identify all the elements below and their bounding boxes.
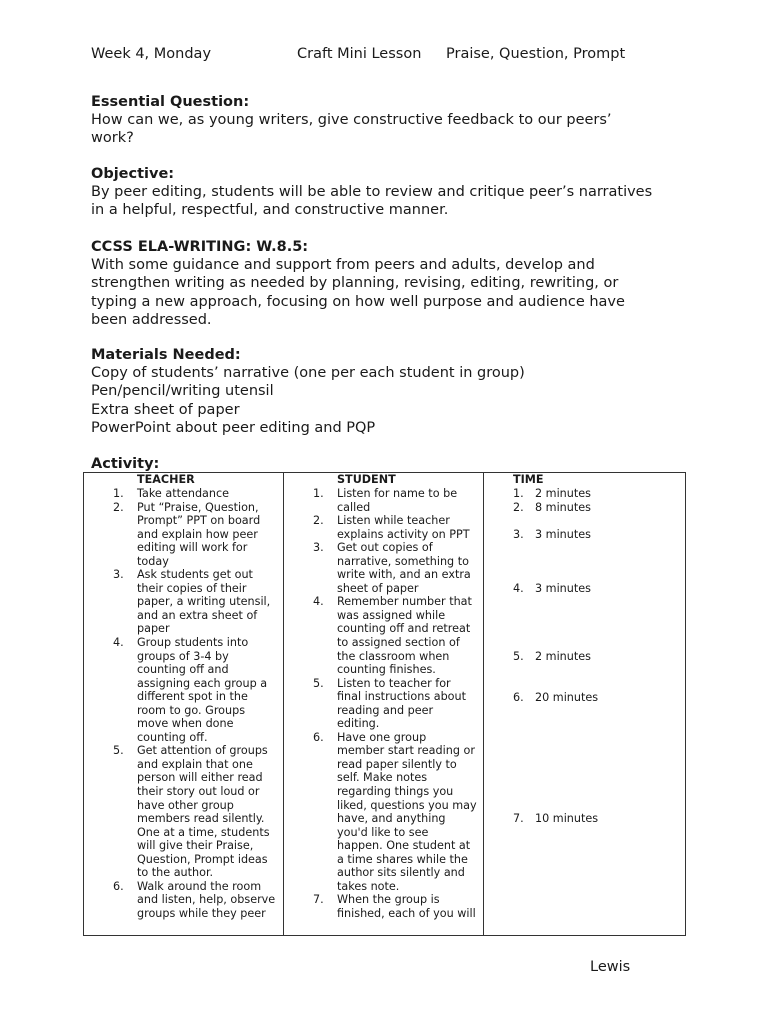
- teacher-step-line: and explain how peer: [137, 527, 258, 541]
- teacher-step-line: will give their Praise,: [137, 839, 254, 853]
- teacher-step-line: editing will work for: [137, 541, 248, 555]
- student-step-line: a time shares while the: [337, 852, 468, 866]
- essential-question-text: How can we, as young writers, give constructive feedback to our peers’ work?: [91, 112, 612, 147]
- student-step-number: 2.: [313, 514, 324, 528]
- student-step-number: 6.: [313, 730, 324, 744]
- student-step-line: finished, each of you will: [337, 906, 476, 920]
- teacher-step-line: counting off and: [137, 663, 229, 677]
- teacher-step: [84, 636, 283, 744]
- teacher-step-number: 5.: [113, 744, 124, 758]
- student-step-number: 3.: [313, 541, 324, 555]
- header-week: Week 4, Monday: [91, 46, 212, 62]
- teacher-step-line: Take attendance: [137, 487, 230, 500]
- time-entry: 1. 2 minutes: [513, 487, 591, 500]
- materials-item: PowerPoint about peer editing and PQP: [91, 419, 376, 436]
- teacher-step-line: Question, Prompt ideas: [137, 852, 268, 866]
- materials-heading: Materials Needed:: [91, 347, 241, 363]
- teacher-step-line: assigning each group a: [137, 676, 268, 690]
- teacher-step-line: counting off.: [137, 730, 208, 744]
- materials-list: [91, 364, 671, 437]
- teacher-step-line: to the author.: [137, 866, 214, 880]
- student-step-line: author sits silently and: [337, 866, 465, 880]
- time-entry: 3. 3 minutes: [513, 528, 591, 541]
- time-entry: 7. 10 minutes: [513, 812, 599, 825]
- student-step-line: editing.: [337, 717, 380, 731]
- student-step-line: liked, questions you may: [337, 798, 477, 812]
- standard-heading: CCSS ELA-WRITING: W.8.5:: [91, 239, 309, 255]
- teacher-step: [84, 568, 283, 636]
- student-step: [284, 514, 483, 541]
- student-step-line: member start reading or: [337, 744, 475, 758]
- teacher-step-line: groups of 3-4 by: [137, 649, 229, 663]
- activity-heading: Activity:: [91, 456, 160, 472]
- essential-question-heading: Essential Question:: [91, 94, 250, 110]
- student-step-line: explains activity on PPT: [337, 527, 470, 541]
- student-step-line: regarding things you: [337, 785, 454, 799]
- activity-section: [91, 455, 671, 473]
- student-step: [284, 595, 483, 676]
- student-step-line: narrative, something to: [337, 554, 469, 568]
- student-step-line: When the group is: [337, 893, 440, 907]
- teacher-step-number: 1.: [113, 487, 124, 500]
- teacher-step-line: their copies of their: [137, 581, 247, 595]
- teacher-step-line: person will either read: [137, 771, 263, 785]
- student-step-line: Get out copies of: [337, 541, 433, 555]
- teacher-step-line: and listen, help, observe: [137, 893, 276, 907]
- teacher-step-number: 6.: [113, 879, 124, 893]
- standard-section: [91, 238, 671, 329]
- student-column: [284, 487, 484, 936]
- teacher-step-line: Ask students get out: [137, 568, 253, 582]
- student-step-line: reading and peer: [337, 703, 434, 717]
- teacher-step-line: different spot in the: [137, 690, 248, 704]
- student-step-line: read paper silently to: [337, 757, 457, 771]
- student-step-line: counting finishes.: [337, 663, 436, 677]
- teacher-column: [84, 487, 284, 936]
- student-step-number: 5.: [313, 676, 324, 690]
- teacher-step-line: move when done: [137, 717, 234, 731]
- student-step-line: Have one group: [337, 730, 427, 744]
- teacher-step-line: Get attention of groups: [137, 744, 268, 758]
- student-step-line: the classroom when: [337, 649, 450, 663]
- standard-text: With some guidance and support from peers and adults, develop and strengthen writing as needed by planning, revising, editing, rewriting, or typing a new approach, focusing on how well purpose and audience have been addressed.: [91, 257, 625, 328]
- teacher-step: [84, 880, 283, 921]
- student-step-line: sheet of paper: [337, 581, 419, 595]
- teacher-step-number: 2.: [113, 500, 124, 514]
- teacher-step-line: have other group: [137, 798, 234, 812]
- teacher-step-line: Group students into: [137, 636, 249, 650]
- objective-heading: Objective:: [91, 166, 175, 182]
- column-header-time: TIME: [484, 473, 686, 488]
- time-entry: 2. 8 minutes: [513, 500, 591, 514]
- teacher-step-number: 4.: [113, 636, 124, 650]
- student-step-line: Listen to teacher for: [337, 676, 451, 690]
- objective-text: By peer editing, students will be able to review and critique peer’s narratives in a helpful, respectful, and constructive manner.: [91, 184, 653, 219]
- teacher-step-line: room to go. Groups: [137, 703, 246, 717]
- teacher-step-line: One at a time, students: [137, 825, 270, 839]
- materials-item: Extra sheet of paper: [91, 401, 240, 418]
- student-step-line: Listen while teacher: [337, 514, 450, 528]
- student-step: [284, 541, 483, 595]
- teacher-step-number: 3.: [113, 568, 124, 582]
- activity-table: [83, 472, 686, 936]
- student-step-line: to assigned section of: [337, 636, 460, 650]
- student-step-line: counting off and retreat: [337, 622, 471, 636]
- footer-author: Lewis: [590, 959, 631, 975]
- student-step-number: 1.: [313, 487, 324, 500]
- student-step-line: was assigned while: [337, 608, 446, 622]
- teacher-step-line: and explain that one: [137, 757, 253, 771]
- student-step-line: final instructions about: [337, 690, 467, 704]
- objective-section: [91, 165, 671, 220]
- teacher-step-line: and an extra sheet of: [137, 608, 258, 622]
- student-step-number: 4.: [313, 595, 324, 609]
- student-step-line: self. Make notes: [337, 771, 428, 785]
- student-step: [284, 893, 483, 920]
- student-step-line: Listen for name to be: [337, 487, 458, 500]
- student-step: [284, 487, 483, 514]
- teacher-step-line: groups while they peer: [137, 906, 266, 920]
- student-step-line: you'd like to see: [337, 825, 429, 839]
- student-step-line: called: [337, 500, 371, 514]
- column-header-student: STUDENT: [284, 473, 484, 488]
- header-topic: Praise, Question, Prompt: [446, 46, 626, 62]
- time-entry: 6. 20 minutes: [513, 690, 599, 704]
- essential-question-section: [91, 93, 671, 148]
- materials-item: Copy of students’ narrative (one per each student in group): [91, 365, 525, 382]
- student-step-line: write with, and an extra: [337, 568, 471, 582]
- teacher-step-line: members read silently.: [137, 812, 265, 826]
- student-step-line: takes note.: [337, 879, 400, 893]
- student-step-line: have, and anything: [337, 812, 446, 826]
- materials-item: Pen/pencil/writing utensil: [91, 383, 274, 400]
- header-lesson: Craft Mini Lesson: [297, 46, 422, 62]
- teacher-step-line: paper, a writing utensil,: [137, 595, 271, 609]
- teacher-step: [84, 744, 283, 879]
- materials-section: [91, 346, 671, 437]
- teacher-step-line: Put “Praise, Question,: [137, 500, 259, 514]
- teacher-step-line: paper: [137, 622, 170, 636]
- teacher-step-line: Prompt” PPT on board: [137, 514, 261, 528]
- student-step-number: 7.: [313, 893, 324, 907]
- teacher-step: [84, 487, 283, 501]
- time-entry: 5. 2 minutes: [513, 650, 591, 663]
- time-entry: 4. 3 minutes: [513, 582, 591, 595]
- student-step: [284, 677, 483, 731]
- time-column: [484, 487, 686, 936]
- teacher-step-line: today: [137, 554, 169, 568]
- teacher-step: [84, 501, 283, 569]
- column-header-teacher: TEACHER: [84, 473, 284, 488]
- student-step-line: Remember number that: [337, 595, 472, 609]
- teacher-step-line: Walk around the room: [137, 879, 262, 893]
- student-step-line: happen. One student at: [337, 839, 471, 853]
- teacher-step-line: their story out loud or: [137, 785, 260, 799]
- student-step: [284, 731, 483, 894]
